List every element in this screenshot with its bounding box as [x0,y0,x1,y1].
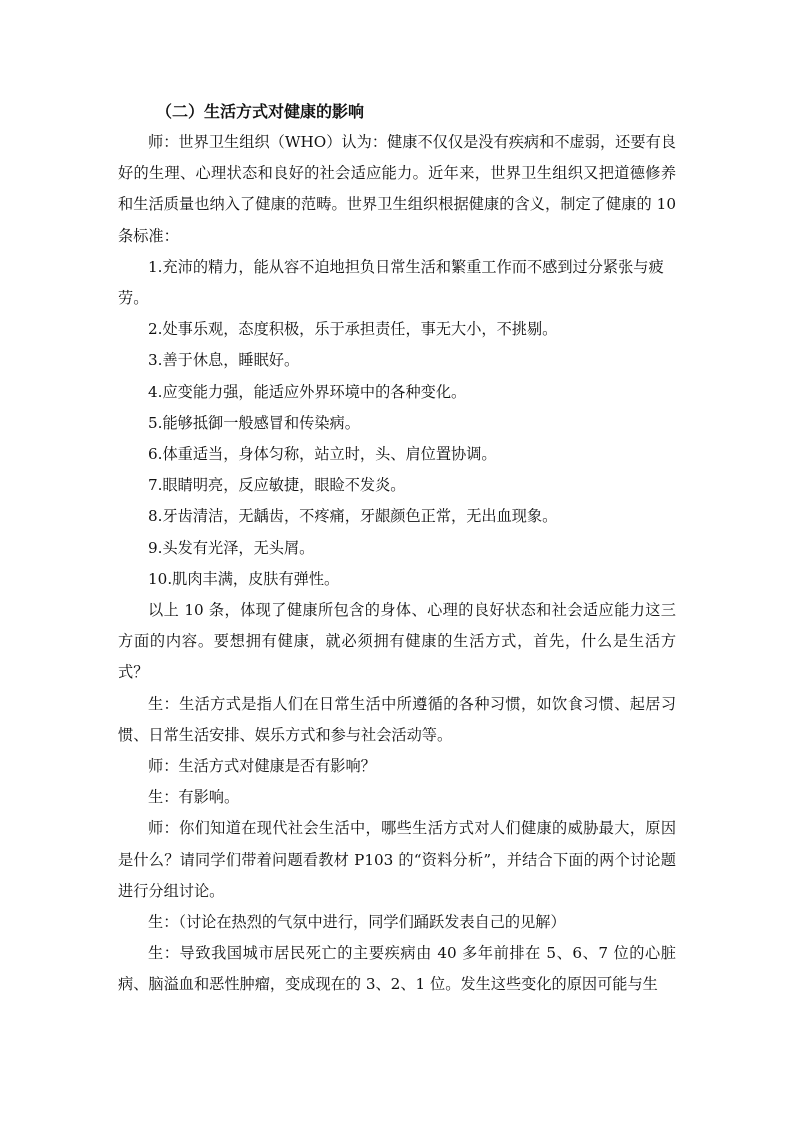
standard-item-4: 4.应变能力强，能适应外界环境中的各种变化。 [148,382,467,401]
standard-item-1: 1.充沛的精力，能从容不迫地担负日常生活和繁重工作而不感到过分紧张与疲劳。 [118,257,664,308]
student-answer-impact: 生：有影响。 [148,788,240,807]
standard-item-7: 7.眼睛明亮，反应敏捷，眼睑不发炎。 [148,476,406,495]
document-page [118,96,676,1001]
student-discussion: 生：（讨论在热烈的气氛中进行，同学们踊跃发表自己的见解） [148,913,566,932]
section-heading: （二）生活方式对健康的影响 [156,102,365,121]
standard-item-5: 5.能够抵御一般感冒和传染病。 [148,413,360,432]
standard-item-6: 6.体重适当，身体匀称，站立时，头、肩位置协调。 [148,445,497,464]
teacher-question-threat: 师：你们知道在现代社会生活中，哪些生活方式对人们健康的威胁最大，原因是什么？请同学们带着问题看教材 P103 的“资料分析”，并结合下面的两个讨论题进行分组讨论。 [118,819,676,900]
student-answer-disease: 生：导致我国城市居民死亡的主要疾病由 40 多年前排在 5、6、7 位的心脏病、脑溢血和恶性肿瘤，变成现在的 3、2、1 位。发生这些变化的原因可能与生 [118,944,676,994]
intro-paragraph: 师：世界卫生组织（WHO）认为：健康不仅仅是没有疾病和不虚弱，还要有良好的生理、心理状态和良好的社会适应能力。近年来，世界卫生组织又把道德修养和生活质量也纳入了健康的范畴。世界卫生组织根据健康的含义，制定了健康的 10 条标准： [118,133,676,245]
standard-item-10: 10.肌肉丰满，皮肤有弹性。 [148,569,340,588]
teacher-question-impact: 师：生活方式对健康是否有影响？ [148,757,376,776]
student-answer-lifestyle: 生：生活方式是指人们在日常生活中所遵循的各种习惯，如饮食习惯、起居习惯、日常生活安排、娱乐方式和参与社会活动等。 [118,694,676,744]
standard-item-3: 3.善于休息，睡眠好。 [148,351,300,370]
standard-item-2: 2.处事乐观，态度积极，乐于承担责任，事无大小，不挑剔。 [148,320,558,339]
standard-item-8: 8.牙齿清洁，无龋齿，不疼痛，牙龈颜色正常，无出血现象。 [148,507,558,526]
summary-paragraph: 以上 10 条，体现了健康所包含的身体、心理的良好状态和社会适应能力这三方面的内容。要想拥有健康，就必须拥有健康的生活方式，首先，什么是生活方式？ [118,601,676,682]
standard-item-9: 9.头发有光泽，无头屑。 [148,538,315,557]
